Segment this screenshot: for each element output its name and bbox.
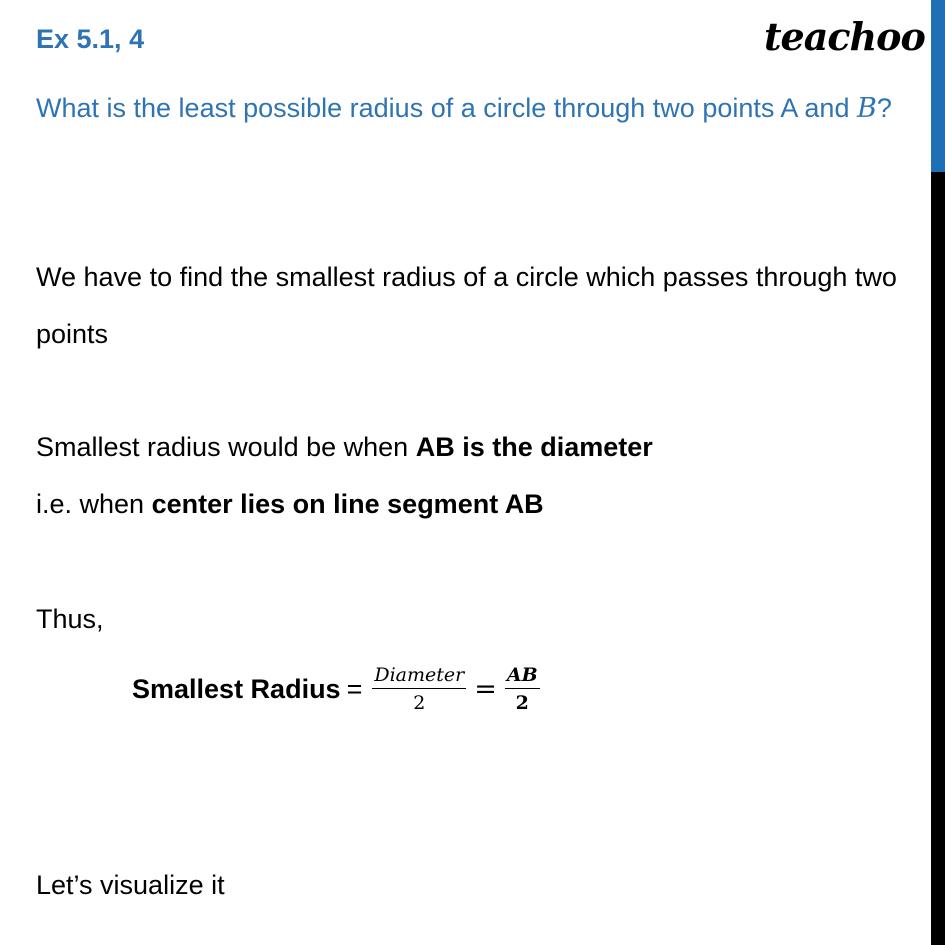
radius-formula — [132, 664, 544, 714]
paragraph-center-bold: center lies on line segment AB — [151, 489, 544, 519]
paragraph-center — [36, 489, 544, 520]
paragraph-center-plain: i.e. when — [36, 489, 152, 519]
formula-equals-1: = — [346, 673, 363, 704]
question-text-after: ? — [876, 93, 892, 123]
fraction-ab — [505, 664, 540, 714]
paragraph-visualize: Let’s visualize it — [36, 870, 225, 900]
fraction-ab-denominator: 2 — [515, 692, 529, 714]
paragraph-diameter-plain: Smallest radius would be when — [36, 432, 416, 462]
paragraph-diameter-bold: AB is the diameter — [415, 432, 653, 462]
scrollbar-thumb[interactable] — [931, 0, 945, 172]
fraction-diameter-denominator: 2 — [413, 692, 426, 714]
paragraph-find-radius: We have to find the smallest radius of a circle which passes through two points — [36, 262, 897, 349]
question-text-before: What is the least possible radius of a circle through two points A and — [36, 93, 857, 123]
fraction-ab-numerator: AB — [505, 664, 540, 689]
fraction-diameter — [372, 664, 466, 714]
formula-equals-2: = — [474, 673, 497, 705]
question-text — [36, 80, 916, 137]
formula-label: Smallest Radius — [132, 673, 341, 704]
paragraph-diameter — [36, 432, 653, 463]
teachoo-logo: teachoo — [764, 14, 925, 59]
fraction-diameter-numerator: Diameter — [372, 664, 466, 689]
question-var-b: B — [856, 93, 877, 124]
paragraph-thus: Thus, — [36, 604, 104, 634]
exercise-title: Ex 5.1, 4 — [36, 24, 145, 54]
